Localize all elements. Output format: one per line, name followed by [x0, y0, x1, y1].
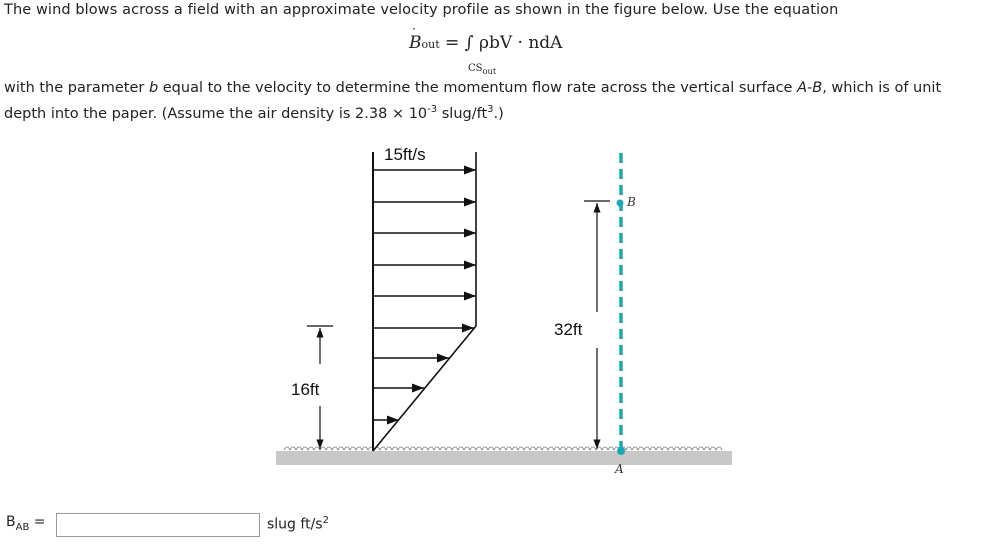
eq-b: B ·: [409, 22, 422, 53]
answer-units: slug $ft/s^2$: [267, 515, 329, 533]
velocity-label: 15ft/s: [384, 145, 426, 164]
problem-paragraph: with the parameter b equal to the velocity to determine the momentum flow rate across the vertical surface A-B, which is of unit depth into the paper. (Assume the air density is $2.38 \times 10^{-3}$ slug/$ft^3$.): [4, 80, 942, 122]
eq-b-sub: out: [421, 38, 440, 51]
point-a-marker: [617, 447, 625, 455]
height-label-16ft: 16ft: [291, 380, 320, 399]
problem-intro: The wind blows across a field with an approximate velocity profile as shown in the figure below. Use the equation: [4, 2, 839, 18]
point-b-marker: [617, 200, 624, 207]
eq-integral-domain: $CS_{out}$: [468, 63, 497, 76]
answer-label: $B_{AB}$ =: [6, 514, 46, 533]
velocity-arrows: [374, 170, 476, 420]
grass-hatching: [284, 447, 722, 450]
height-label-32ft: 32ft: [554, 320, 583, 339]
eq-rhs: = ∫ ρbV · ndA: [445, 33, 563, 53]
point-a-label: A: [615, 462, 624, 476]
ground-strip: [276, 451, 732, 465]
answer-input[interactable]: [56, 513, 260, 537]
point-b-label: B: [627, 195, 636, 209]
